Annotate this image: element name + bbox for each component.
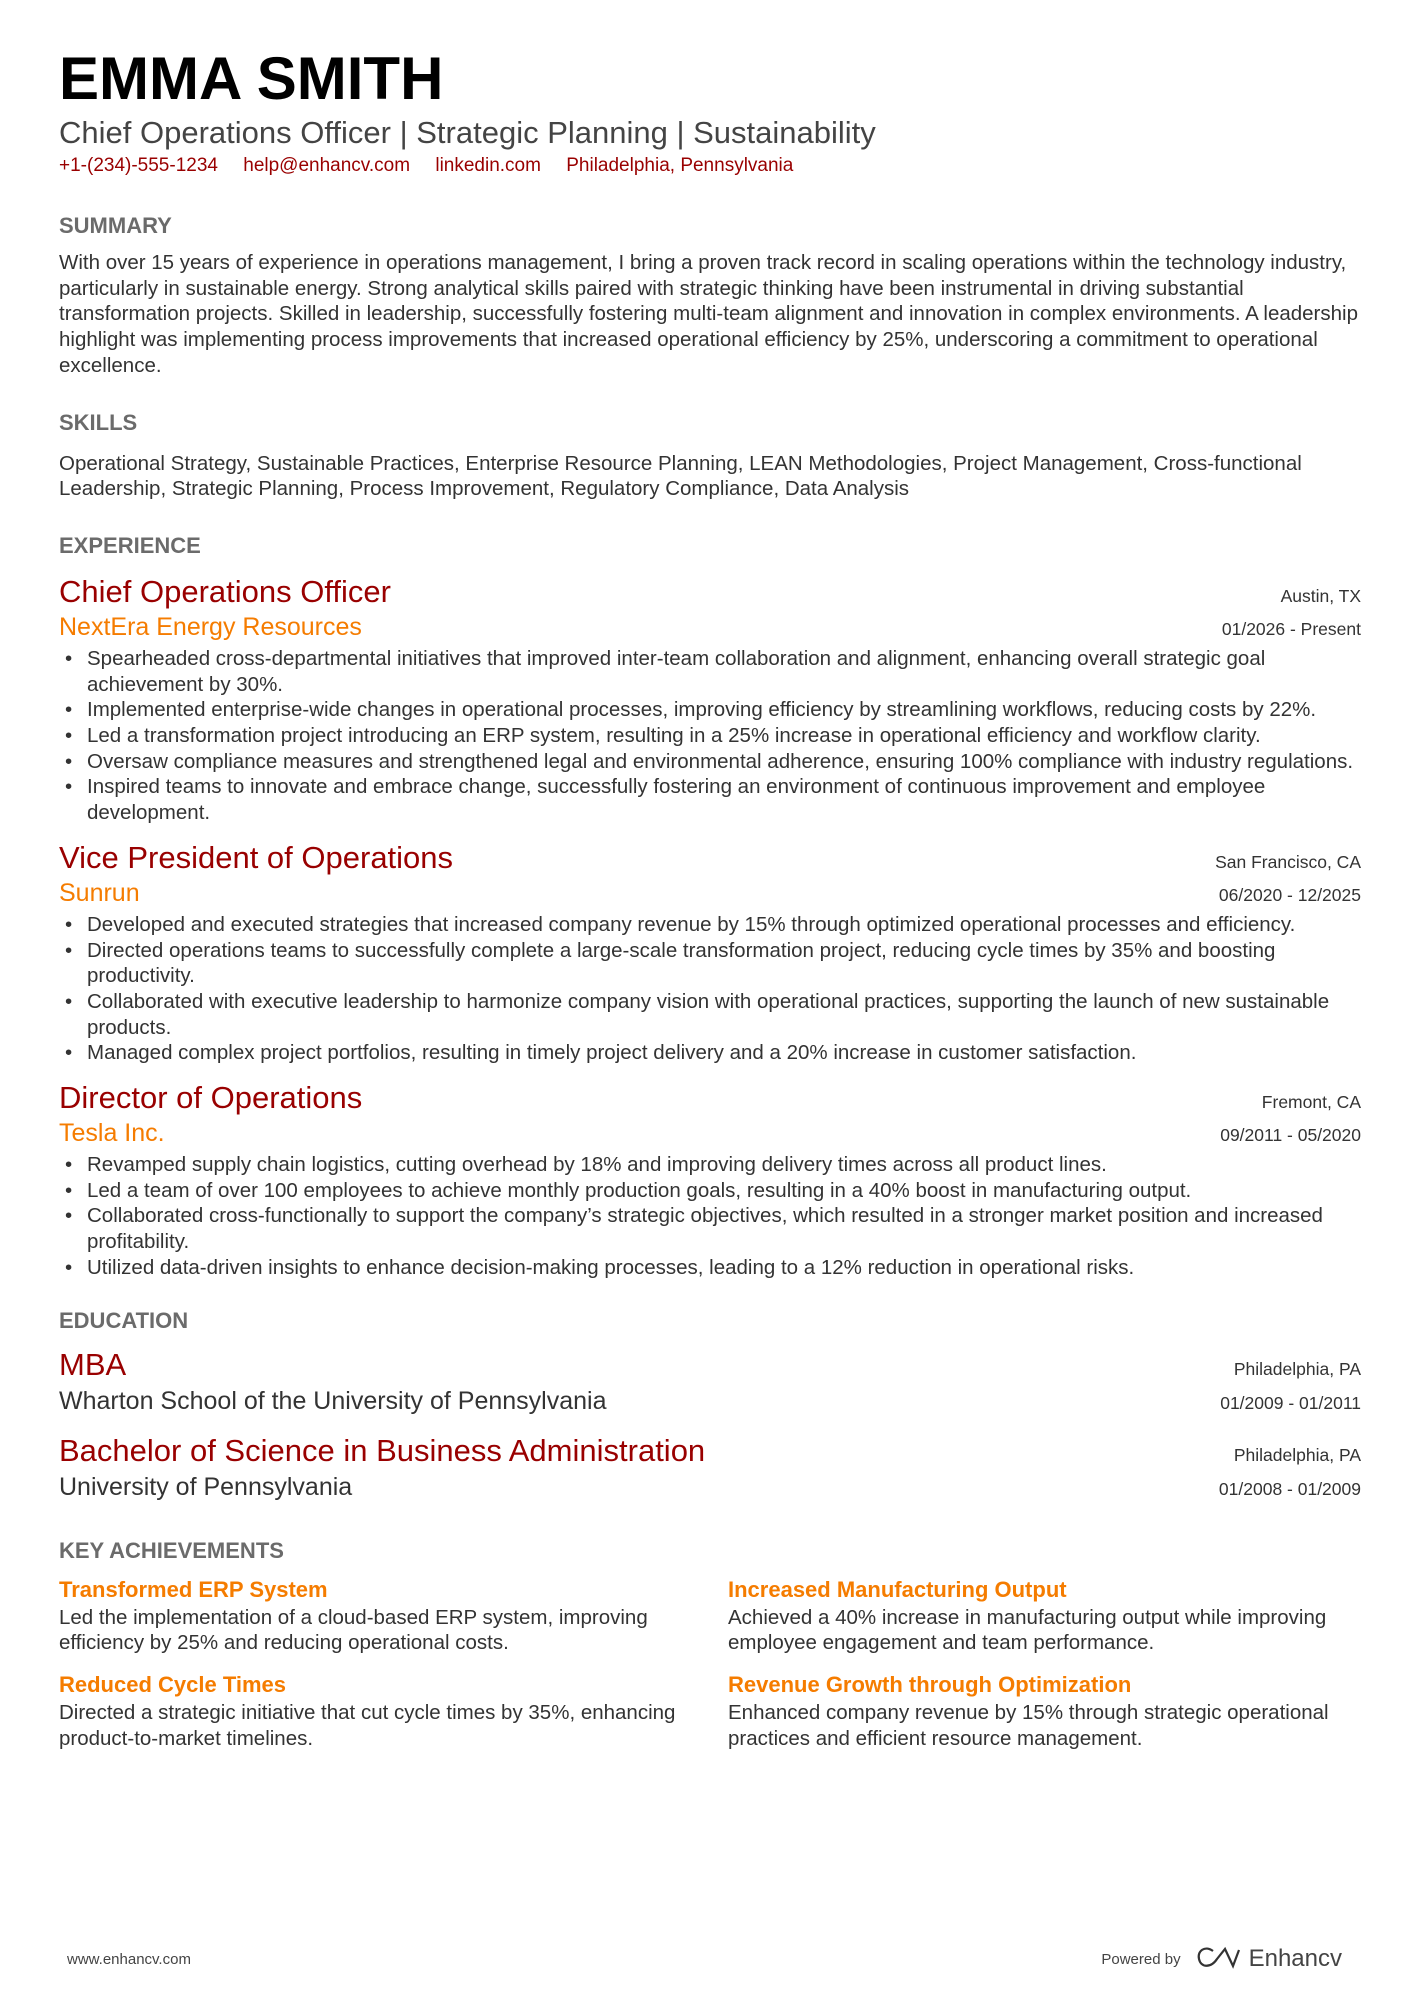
bullet-item: • Collaborated with executive leadership to harmonize company vision with operational practices, supporting the launch of new sustainable products.	[87, 989, 1361, 1040]
achievements-heading: KEY ACHIEVEMENTS	[59, 1537, 284, 1563]
name: EMMA SMITH	[59, 45, 444, 112]
bullet-item: • Led a team of over 100 employees to achieve monthly production goals, resulting in a 40% boost in manufacturing output.	[87, 1178, 1361, 1204]
job-dates: 01/2026 - Present	[1221, 618, 1361, 639]
school: University of Pennsylvania	[59, 1472, 353, 1501]
brand-name: Enhancv	[1248, 1945, 1342, 1972]
linkedin[interactable]: linkedin.com	[435, 155, 541, 176]
job-entry	[59, 838, 1361, 1066]
skills-heading: SKILLS	[59, 409, 138, 435]
achievement	[728, 1575, 1361, 1656]
job-dates: 06/2020 - 12/2025	[1218, 884, 1361, 905]
achievement-text: Directed a strategic initiative that cut cycle times by 35%, enhancing product-to-market timelines.	[59, 1700, 676, 1750]
degree: MBA	[59, 1346, 127, 1382]
education-entry	[59, 1431, 1361, 1503]
experience-heading: EXPERIENCE	[59, 532, 201, 558]
contacts	[59, 154, 1361, 178]
email[interactable]: help@enhancv.com	[243, 155, 411, 176]
job-location: Fremont, CA	[1261, 1092, 1361, 1113]
powered-by: Powered by	[1101, 1950, 1181, 1968]
edu-dates: 01/2009 - 01/2011	[1220, 1392, 1361, 1413]
company-name: NextEra Energy Resources	[59, 612, 362, 641]
company-name: Sunrun	[59, 878, 140, 907]
job-bullets	[87, 1152, 1361, 1281]
school: Wharton School of the University of Pennsylvania	[59, 1386, 607, 1415]
edu-location: Philadelphia, PA	[1233, 1444, 1361, 1465]
company-name: Tesla Inc.	[59, 1119, 165, 1148]
job-title: Vice President of Operations	[59, 839, 454, 875]
achievement-title: Reduced Cycle Times	[59, 1671, 287, 1697]
bullet-item: • Implemented enterprise-wide changes in operational processes, improving efficiency by streamlining workflows, reducing costs by 22%.	[87, 697, 1361, 723]
bullet-item: • Collaborated cross-functionally to support the company’s strategic objectives, which resulted in a stronger market position and increased profitability.	[87, 1203, 1361, 1254]
footer	[67, 1945, 1342, 1973]
subtitle: Chief Operations Officer | Strategic Planning | Sustainability	[59, 115, 876, 150]
bullet-item: • Managed complex project portfolios, resulting in timely project delivery and a 20% increase in customer satisfaction.	[87, 1040, 1361, 1066]
achievement-text: Led the implementation of a cloud-based ERP system, improving efficiency by 25% and reducing operational costs.	[59, 1605, 648, 1655]
job-location: Austin, TX	[1280, 585, 1361, 606]
job-bullets	[87, 912, 1361, 1066]
achievement	[728, 1670, 1361, 1751]
job-title: Director of Operations	[59, 1080, 363, 1116]
location: Philadelphia, Pennsylvania	[566, 155, 794, 176]
bullet-item: • Led a transformation project introducing an ERP system, resulting in a 25% increase in operational efficiency and workflow clarity.	[87, 723, 1361, 749]
education-entry	[59, 1345, 1361, 1417]
achievement-text: Achieved a 40% increase in manufacturing output while improving employee engagement and team performance.	[728, 1605, 1327, 1655]
summary-heading: SUMMARY	[59, 213, 172, 238]
skills-text: Operational Strategy, Sustainable Practices, Enterprise Resource Planning, LEAN Methodologies, Project Management, Cross-functional Leadership, Strategic Planning, Process Improvement, Regulatory Compliance, Data Analysis	[59, 451, 1302, 501]
achievement	[59, 1575, 692, 1656]
summary-text: With over 15 years of experience in operations management, I bring a proven track record in scaling operations within the technology industry, particularly in sustainable energy. Strong analytical skills paired with strategic thinking have been instrumental in driving substantial transformation projects. Skilled in leadership, successfully fostering multi-team alignment and innovation in complex environments. A leadership highlight was implementing process improvements that increased operational efficiency by 25%, underscoring a commitment to operational excellence.	[59, 251, 1358, 377]
bullet-item: • Revamped supply chain logistics, cutting overhead by 18% and improving delivery times across all product lines.	[87, 1152, 1361, 1178]
bullet-item: • Inspired teams to innovate and embrace change, successfully fostering an environment of continuous improvement and employee development.	[87, 774, 1361, 825]
degree: Bachelor of Science in Business Administration	[59, 1432, 706, 1468]
bullet-item: • Spearheaded cross-departmental initiatives that improved inter-team collaboration and alignment, enhancing overall strategic goal achievement by 30%.	[87, 646, 1361, 697]
bullet-item: • Utilized data-driven insights to enhance decision-making processes, leading to a 12% reduction in operational risks.	[87, 1255, 1361, 1281]
achievement-text: Enhanced company revenue by 15% through strategic operational practices and efficient resource management.	[728, 1700, 1329, 1750]
enhancv-logo-icon	[1195, 1946, 1241, 1972]
job-entry	[59, 572, 1361, 826]
education-heading: EDUCATION	[59, 1307, 189, 1333]
achievement-title: Transformed ERP System	[59, 1576, 328, 1602]
bullet-item: • Directed operations teams to successfully complete a large-scale transformation project, reducing cycle times by 35% and boosting productivity.	[87, 938, 1361, 989]
achievement-title: Increased Manufacturing Output	[728, 1576, 1067, 1602]
edu-dates: 01/2008 - 01/2009	[1218, 1478, 1361, 1499]
bullet-item: • Developed and executed strategies that increased company revenue by 15% through optimized operational processes and efficiency.	[87, 912, 1361, 938]
achievement-title: Revenue Growth through Optimization	[728, 1671, 1132, 1697]
job-title: Chief Operations Officer	[59, 573, 391, 609]
footer-website[interactable]: www.enhancv.com	[67, 1950, 191, 1968]
enhancv-logo	[1195, 1945, 1342, 1973]
job-bullets	[87, 646, 1361, 826]
achievement	[59, 1670, 692, 1751]
job-dates: 09/2011 - 05/2020	[1220, 1125, 1361, 1146]
job-entry	[59, 1078, 1361, 1281]
job-location: San Francisco, CA	[1215, 851, 1361, 872]
edu-location: Philadelphia, PA	[1233, 1358, 1361, 1379]
resume	[59, 46, 1361, 1751]
bullet-item: • Oversaw compliance measures and strengthened legal and environmental adherence, ensuring 100% compliance with industry regulations.	[87, 749, 1361, 775]
phone[interactable]: +1-(234)-555-1234	[59, 155, 218, 176]
